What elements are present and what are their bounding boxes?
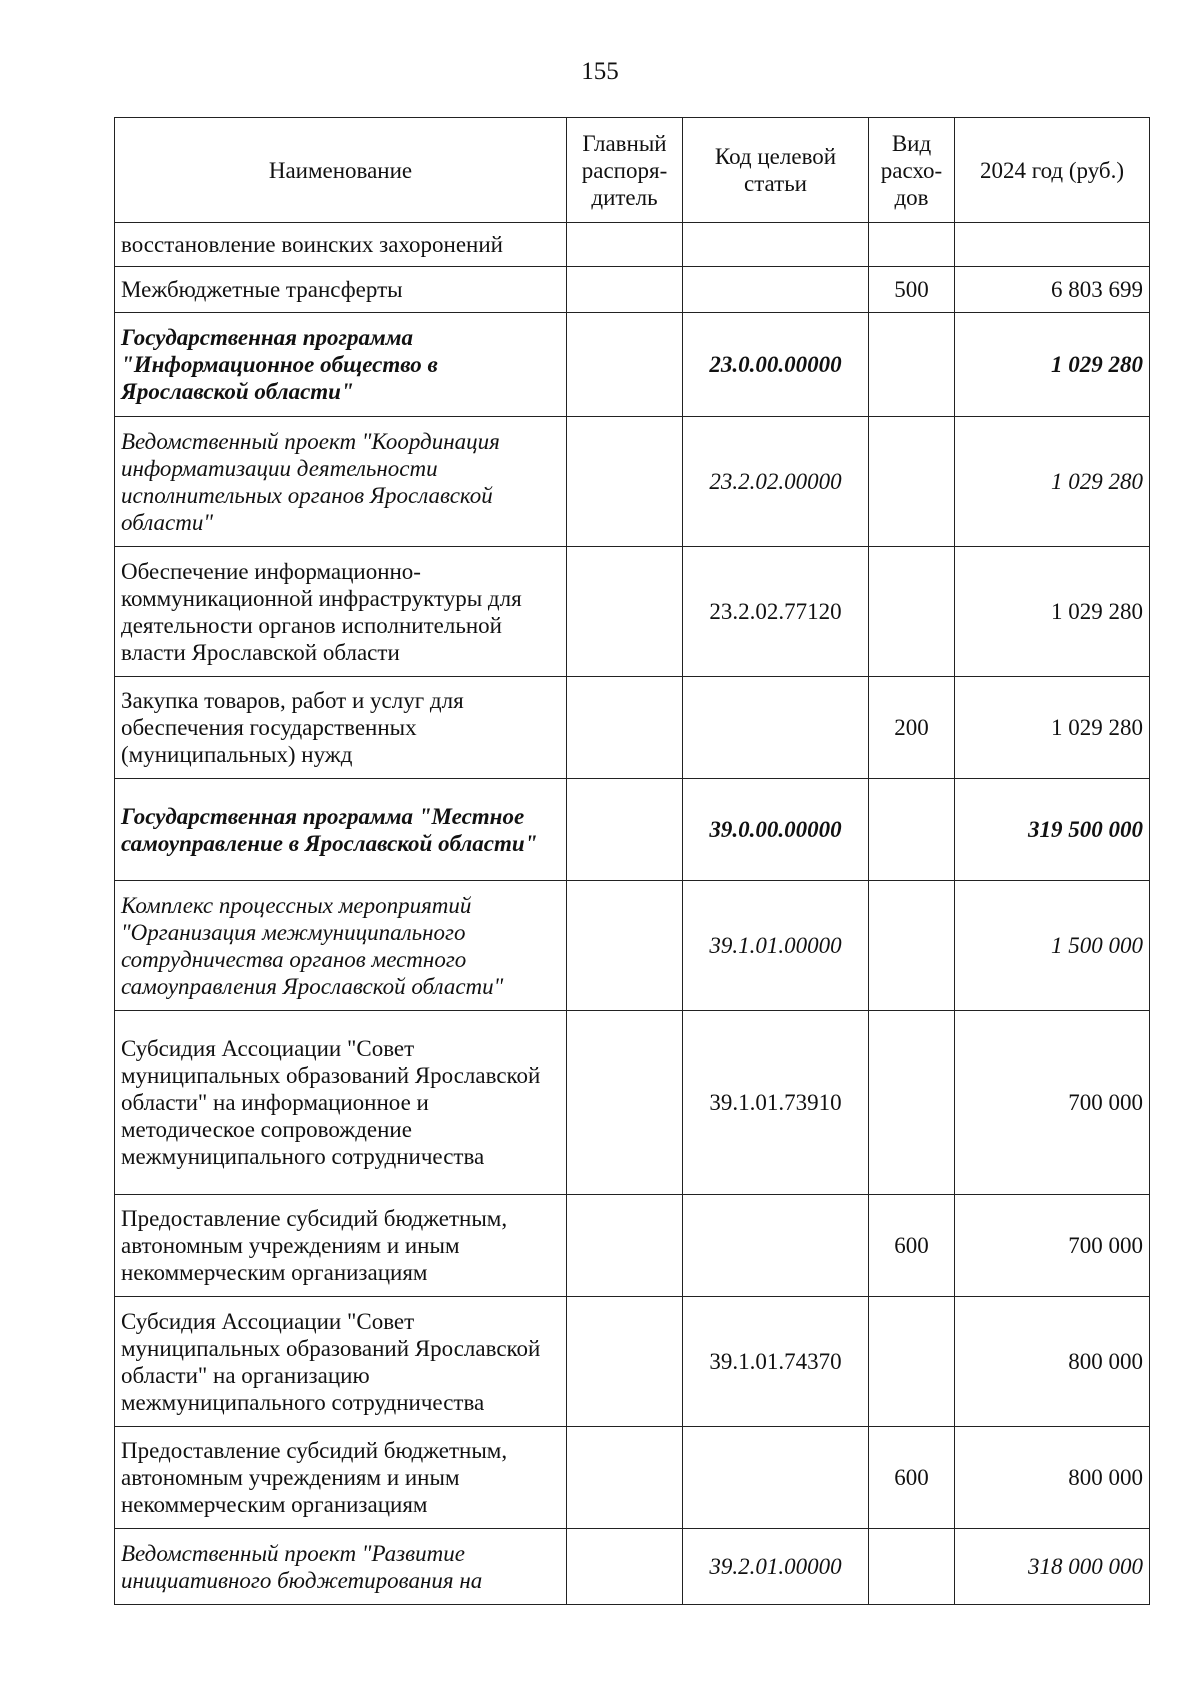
table-row [115,1529,1150,1605]
row-main-manager [567,779,683,881]
header-main-manager: Главный распоря-дитель [567,118,683,223]
row-amount: 319 500 000 [955,779,1150,881]
table-row [115,547,1150,677]
header-amount-2024: 2024 год (руб.) [955,118,1150,223]
row-code [683,1427,869,1529]
row-main-manager [567,1427,683,1529]
row-code: 23.2.02.77120 [683,547,869,677]
row-amount: 800 000 [955,1427,1150,1529]
table-row [115,779,1150,881]
row-name: Предоставление субсидий бюджетным, автономным учреждениям и иным некоммерческим организациям [115,1427,567,1529]
row-name: Предоставление субсидий бюджетным, автономным учреждениям и иным некоммерческим организациям [115,1195,567,1297]
row-type: 600 [869,1427,955,1529]
row-type [869,547,955,677]
row-main-manager [567,1011,683,1195]
row-amount: 1 029 280 [955,677,1150,779]
row-amount [955,223,1150,267]
row-type: 500 [869,267,955,313]
table-row [115,1011,1150,1195]
row-main-manager [567,417,683,547]
header-expense-type: Вид расхо-дов [869,118,955,223]
row-code: 39.0.00.00000 [683,779,869,881]
row-name: Субсидия Ассоциации "Совет муниципальных образований Ярославской области" на информационное и методическое сопровождение межмуниципального сотрудничества [115,1011,567,1195]
header-name: Наименование [115,118,567,223]
row-main-manager [567,1529,683,1605]
row-type [869,1011,955,1195]
row-code: 39.2.01.00000 [683,1529,869,1605]
row-amount: 318 000 000 [955,1529,1150,1605]
row-name: Закупка товаров, работ и услуг для обеспечения государственных (муниципальных) нужд [115,677,567,779]
row-name: Комплекс процессных мероприятий "Организация межмуниципального сотрудничества органов местного самоуправления Ярославской области" [115,881,567,1011]
row-code [683,677,869,779]
row-code: 23.0.00.00000 [683,313,869,417]
row-type [869,779,955,881]
row-name: Государственная программа "Местное самоуправление в Ярославской области" [115,779,567,881]
row-amount: 1 029 280 [955,313,1150,417]
table-row [115,267,1150,313]
table-row [115,1195,1150,1297]
row-main-manager [567,223,683,267]
row-type [869,881,955,1011]
budget-table [114,117,1150,1605]
header-target-code: Код целевой статьи [683,118,869,223]
row-main-manager [567,881,683,1011]
row-amount: 700 000 [955,1195,1150,1297]
table-row [115,417,1150,547]
row-name: Ведомственный проект "Координация информатизации деятельности исполнительных органов Ярославской области" [115,417,567,547]
row-code [683,267,869,313]
row-code: 39.1.01.00000 [683,881,869,1011]
row-code: 39.1.01.73910 [683,1011,869,1195]
row-main-manager [567,267,683,313]
row-name: Субсидия Ассоциации "Совет муниципальных образований Ярославской области" на организацию межмуниципального сотрудничества [115,1297,567,1427]
row-type [869,1297,955,1427]
row-name: Обеспечение информационно-коммуникационной инфраструктуры для деятельности органов исполнительной власти Ярославской области [115,547,567,677]
page-number: 155 [581,58,619,85]
row-amount: 1 500 000 [955,881,1150,1011]
row-name: восстановление воинских захоронений [115,223,567,267]
table-row [115,677,1150,779]
row-amount: 1 029 280 [955,417,1150,547]
table-row [115,1427,1150,1529]
row-type [869,1529,955,1605]
row-main-manager [567,1195,683,1297]
row-type [869,417,955,547]
table-row [115,313,1150,417]
row-amount: 800 000 [955,1297,1150,1427]
row-type [869,313,955,417]
row-code [683,1195,869,1297]
row-main-manager [567,313,683,417]
row-type [869,223,955,267]
table-row [115,223,1150,267]
row-code: 39.1.01.74370 [683,1297,869,1427]
table-row [115,1297,1150,1427]
row-name: Межбюджетные трансферты [115,267,567,313]
row-type: 600 [869,1195,955,1297]
row-code: 23.2.02.00000 [683,417,869,547]
row-name: Ведомственный проект "Развитие инициативного бюджетирования на [115,1529,567,1605]
row-amount: 1 029 280 [955,547,1150,677]
row-name: Государственная программа "Информационное общество в Ярославской области" [115,313,567,417]
table-header-row [115,118,1150,223]
row-amount: 700 000 [955,1011,1150,1195]
row-type: 200 [869,677,955,779]
row-main-manager [567,547,683,677]
row-amount: 6 803 699 [955,267,1150,313]
row-main-manager [567,677,683,779]
table-row [115,881,1150,1011]
row-code [683,223,869,267]
row-main-manager [567,1297,683,1427]
